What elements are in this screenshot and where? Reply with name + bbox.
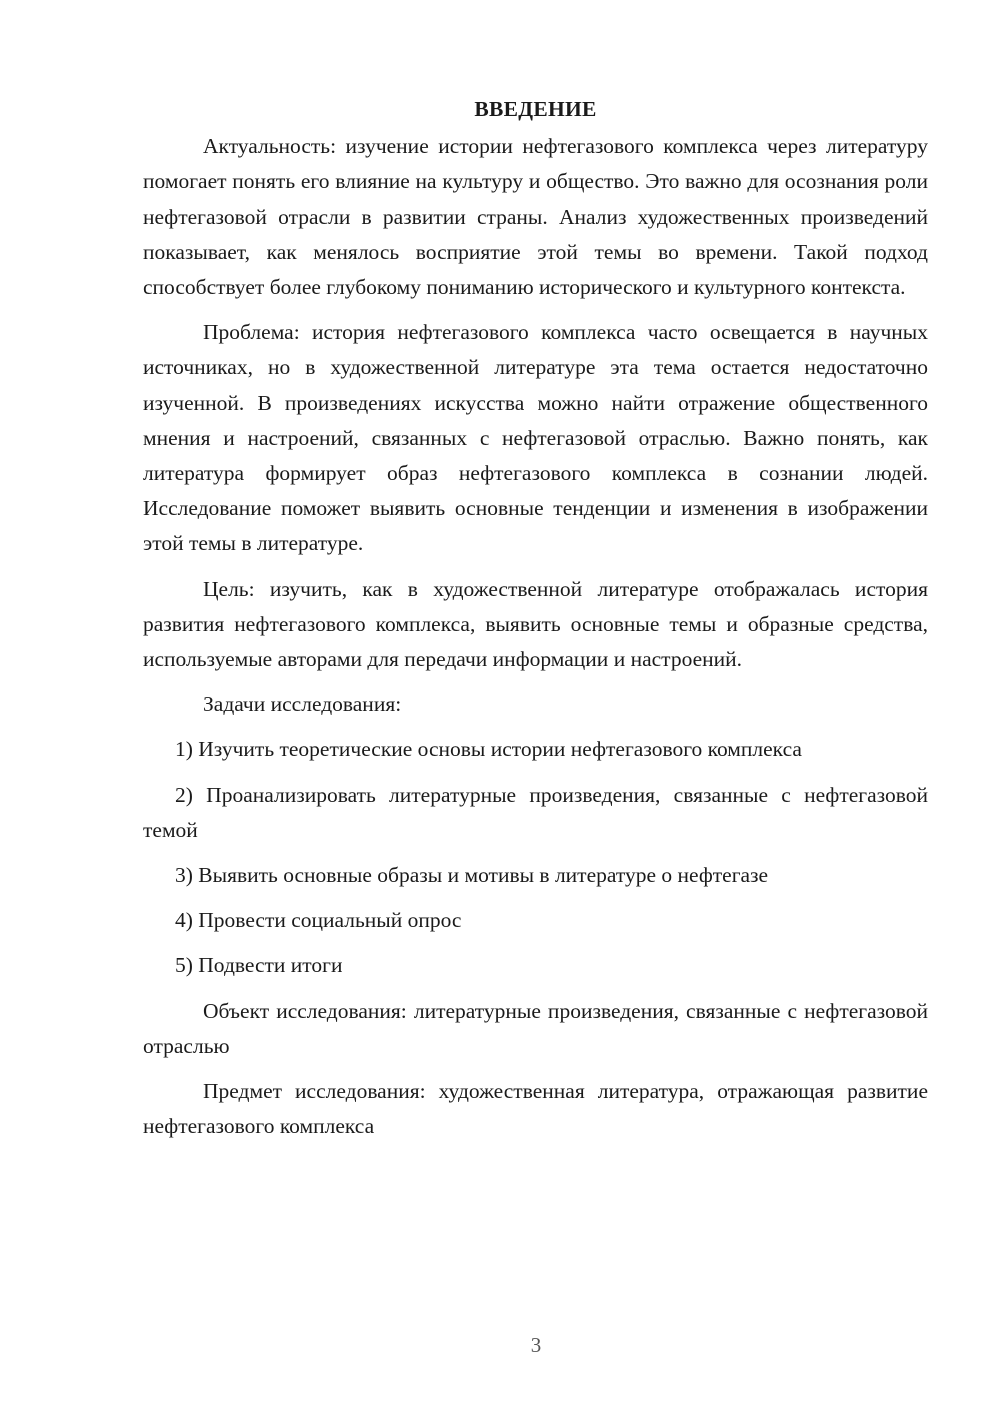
task-item: 5) Подвести итоги [175, 953, 343, 978]
tasks-heading: Задачи исследования: [203, 692, 402, 717]
task-item: 3) Выявить основные образы и мотивы в литературе о нефтегазе [175, 863, 769, 888]
document-page [143, 92, 928, 1154]
page-number: 3 [530, 1333, 542, 1357]
problem-paragraph: Проблема: история нефтегазового комплекса часто освещается в научных источниках, но в художественной литературе эта тема остается недостаточно изученной. В произведениях искусства можно найти отражение общественного мнения и настроений, связанных с нефтегазовой отраслью. Важно понять, как литература формирует образ нефтегазового комплекса в сознании людей. Исследование поможет выявить основные тенденции и изменения в изображении этой темы в литературе. [143, 320, 928, 556]
relevance-paragraph: Актуальность: изучение истории нефтегазового комплекса через литературу помогает понять его влияние на культуру и общество. Это важно для осознания роли нефтегазовой отрасли в развитии страны. Анализ художественных произведений показывает, как менялось восприятие этой темы во времени. Такой подход способствует более глубокому пониманию исторического и культурного контекста. [143, 134, 928, 300]
page-title: ВВЕДЕНИЕ [474, 97, 597, 121]
task-item: 4) Провести социальный опрос [175, 908, 462, 933]
goal-paragraph: Цель: изучить, как в художественной литературе отображалась история развития нефтегазового комплекса, выявить основные темы и образные средства, используемые авторами для передачи информации и настроений. [143, 576, 928, 672]
task-item: 2) Проанализировать литературные произведения, связанные с нефтегазовой темой [143, 782, 928, 842]
task-item: 1) Изучить теоретические основы истории нефтегазового комплекса [175, 737, 802, 762]
subject-paragraph: Предмет исследования: художественная литература, отражающая развитие нефтегазового комплекса [143, 1079, 928, 1139]
object-paragraph: Объект исследования: литературные произведения, связанные с нефтегазовой отраслью [143, 998, 928, 1058]
